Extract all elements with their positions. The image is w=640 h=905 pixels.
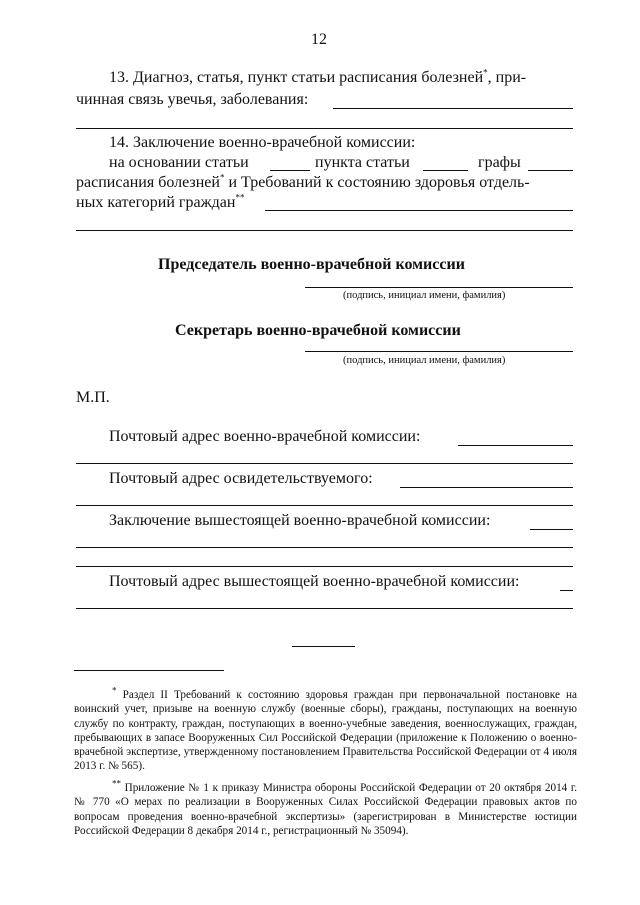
secretary-signature-line[interactable] (305, 351, 573, 352)
postal-examinee-blank-1[interactable] (400, 487, 573, 488)
postal-commission-blank-1[interactable] (458, 445, 573, 446)
footnote-2-mark: ** (112, 778, 121, 789)
postal-higher-blank-2[interactable] (76, 608, 573, 609)
item14-column-label: графы (478, 154, 521, 171)
item13-footnote-mark: * (483, 67, 488, 78)
item13-line2: чинная связь увечья, заболевания: (76, 91, 309, 108)
item14-column-blank[interactable] (528, 170, 573, 171)
chairman-title: Председатель военно-врачебной комиссии (158, 256, 465, 273)
seal-label: М.П. (76, 389, 110, 406)
item14-footnote-mark-1: * (219, 172, 225, 183)
page-number: 12 (311, 31, 327, 48)
item13-text-end: , при- (487, 69, 527, 86)
postal-higher-label: Почтовый адрес вышестоящей военно-врачебной комиссии: (109, 573, 520, 590)
item13-line1 (109, 68, 526, 88)
higher-conclusion-blank-1[interactable] (530, 529, 573, 530)
item14-article-label: на основании статьи (109, 154, 249, 171)
chairman-caption: (подпись, инициал имени, фамилия) (343, 290, 506, 301)
item13-blank-2[interactable] (76, 128, 573, 129)
item14-blank-2[interactable] (76, 230, 573, 231)
item14-requirements-text: и Требований к состоянию здоровья отдель- (224, 174, 530, 191)
item14-footnote-mark-2: ** (235, 192, 245, 203)
footnote-rule (74, 670, 224, 671)
postal-commission-label: Почтовый адрес военно-врачебной комиссии: (109, 428, 421, 445)
item14-schedule-text: расписания болезней (76, 174, 220, 191)
item14-paragraph-blank[interactable] (423, 170, 468, 171)
chairman-signature-line[interactable] (305, 287, 573, 288)
item14-title: 14. Заключение военно-врачебной комиссии: (109, 134, 416, 151)
end-of-form-separator (292, 646, 355, 647)
secretary-title: Секретарь военно-врачебной комиссии (175, 322, 461, 339)
item14-line4 (76, 193, 244, 213)
footnote-1-mark: * (112, 685, 117, 696)
higher-conclusion-blank-3[interactable] (76, 566, 573, 567)
footnote-1-text: Раздел II Требований к состоянию здоровья граждан при первоначальной постановке на воинский учет, призыве на военную службу (военные сборы), гражданы, поступающих на военную службу по контракту, граждан, поступающих в военно-учебные заведения, военнослужащих, граждан, пребывающих в запасе Вооруженных Сил Российской Федерации (приложение к Положению о военно-врачебной экспертизе, утвержденному постановлением Правительства Российской Федерации от 4 июля 2013 г. № 565). (74, 689, 577, 773)
postal-examinee-label: Почтовый адрес освидетельствуемого: (109, 470, 373, 487)
item14-article-blank[interactable] (270, 170, 310, 171)
postal-commission-blank-2[interactable] (76, 463, 573, 464)
item13-blank-1[interactable] (333, 108, 573, 109)
footnote-2 (74, 778, 577, 838)
footnote-2-text: Приложение № 1 к приказу Министра обороны Российской Федерации от 20 октября 2014 г. № 770 «О мерах по реализации в Вооруженных Силах Российской Федерации правовых актов по вопросам проведения военно-врачебной экспертизы» (зарегистрирован в Министерстве юстиции Российской Федерации 8 декабря 2014 г., регистрационный № 35094). (74, 782, 577, 837)
item14-line3 (76, 173, 530, 193)
postal-higher-blank-1[interactable] (560, 590, 573, 591)
item13-text: 13. Диагноз, статья, пункт статьи расписания болезней (109, 69, 484, 86)
higher-conclusion-blank-2[interactable] (76, 547, 573, 548)
secretary-caption: (подпись, инициал имени, фамилия) (343, 355, 506, 366)
postal-examinee-blank-2[interactable] (76, 505, 573, 506)
item14-categories-text: ных категорий граждан (76, 194, 236, 211)
item14-blank-1[interactable] (265, 210, 573, 211)
footnote-1 (74, 685, 577, 774)
item14-paragraph-label: пункта статьи (315, 154, 410, 171)
higher-conclusion-label: Заключение вышестоящей военно-врачебной комиссии: (109, 512, 491, 529)
